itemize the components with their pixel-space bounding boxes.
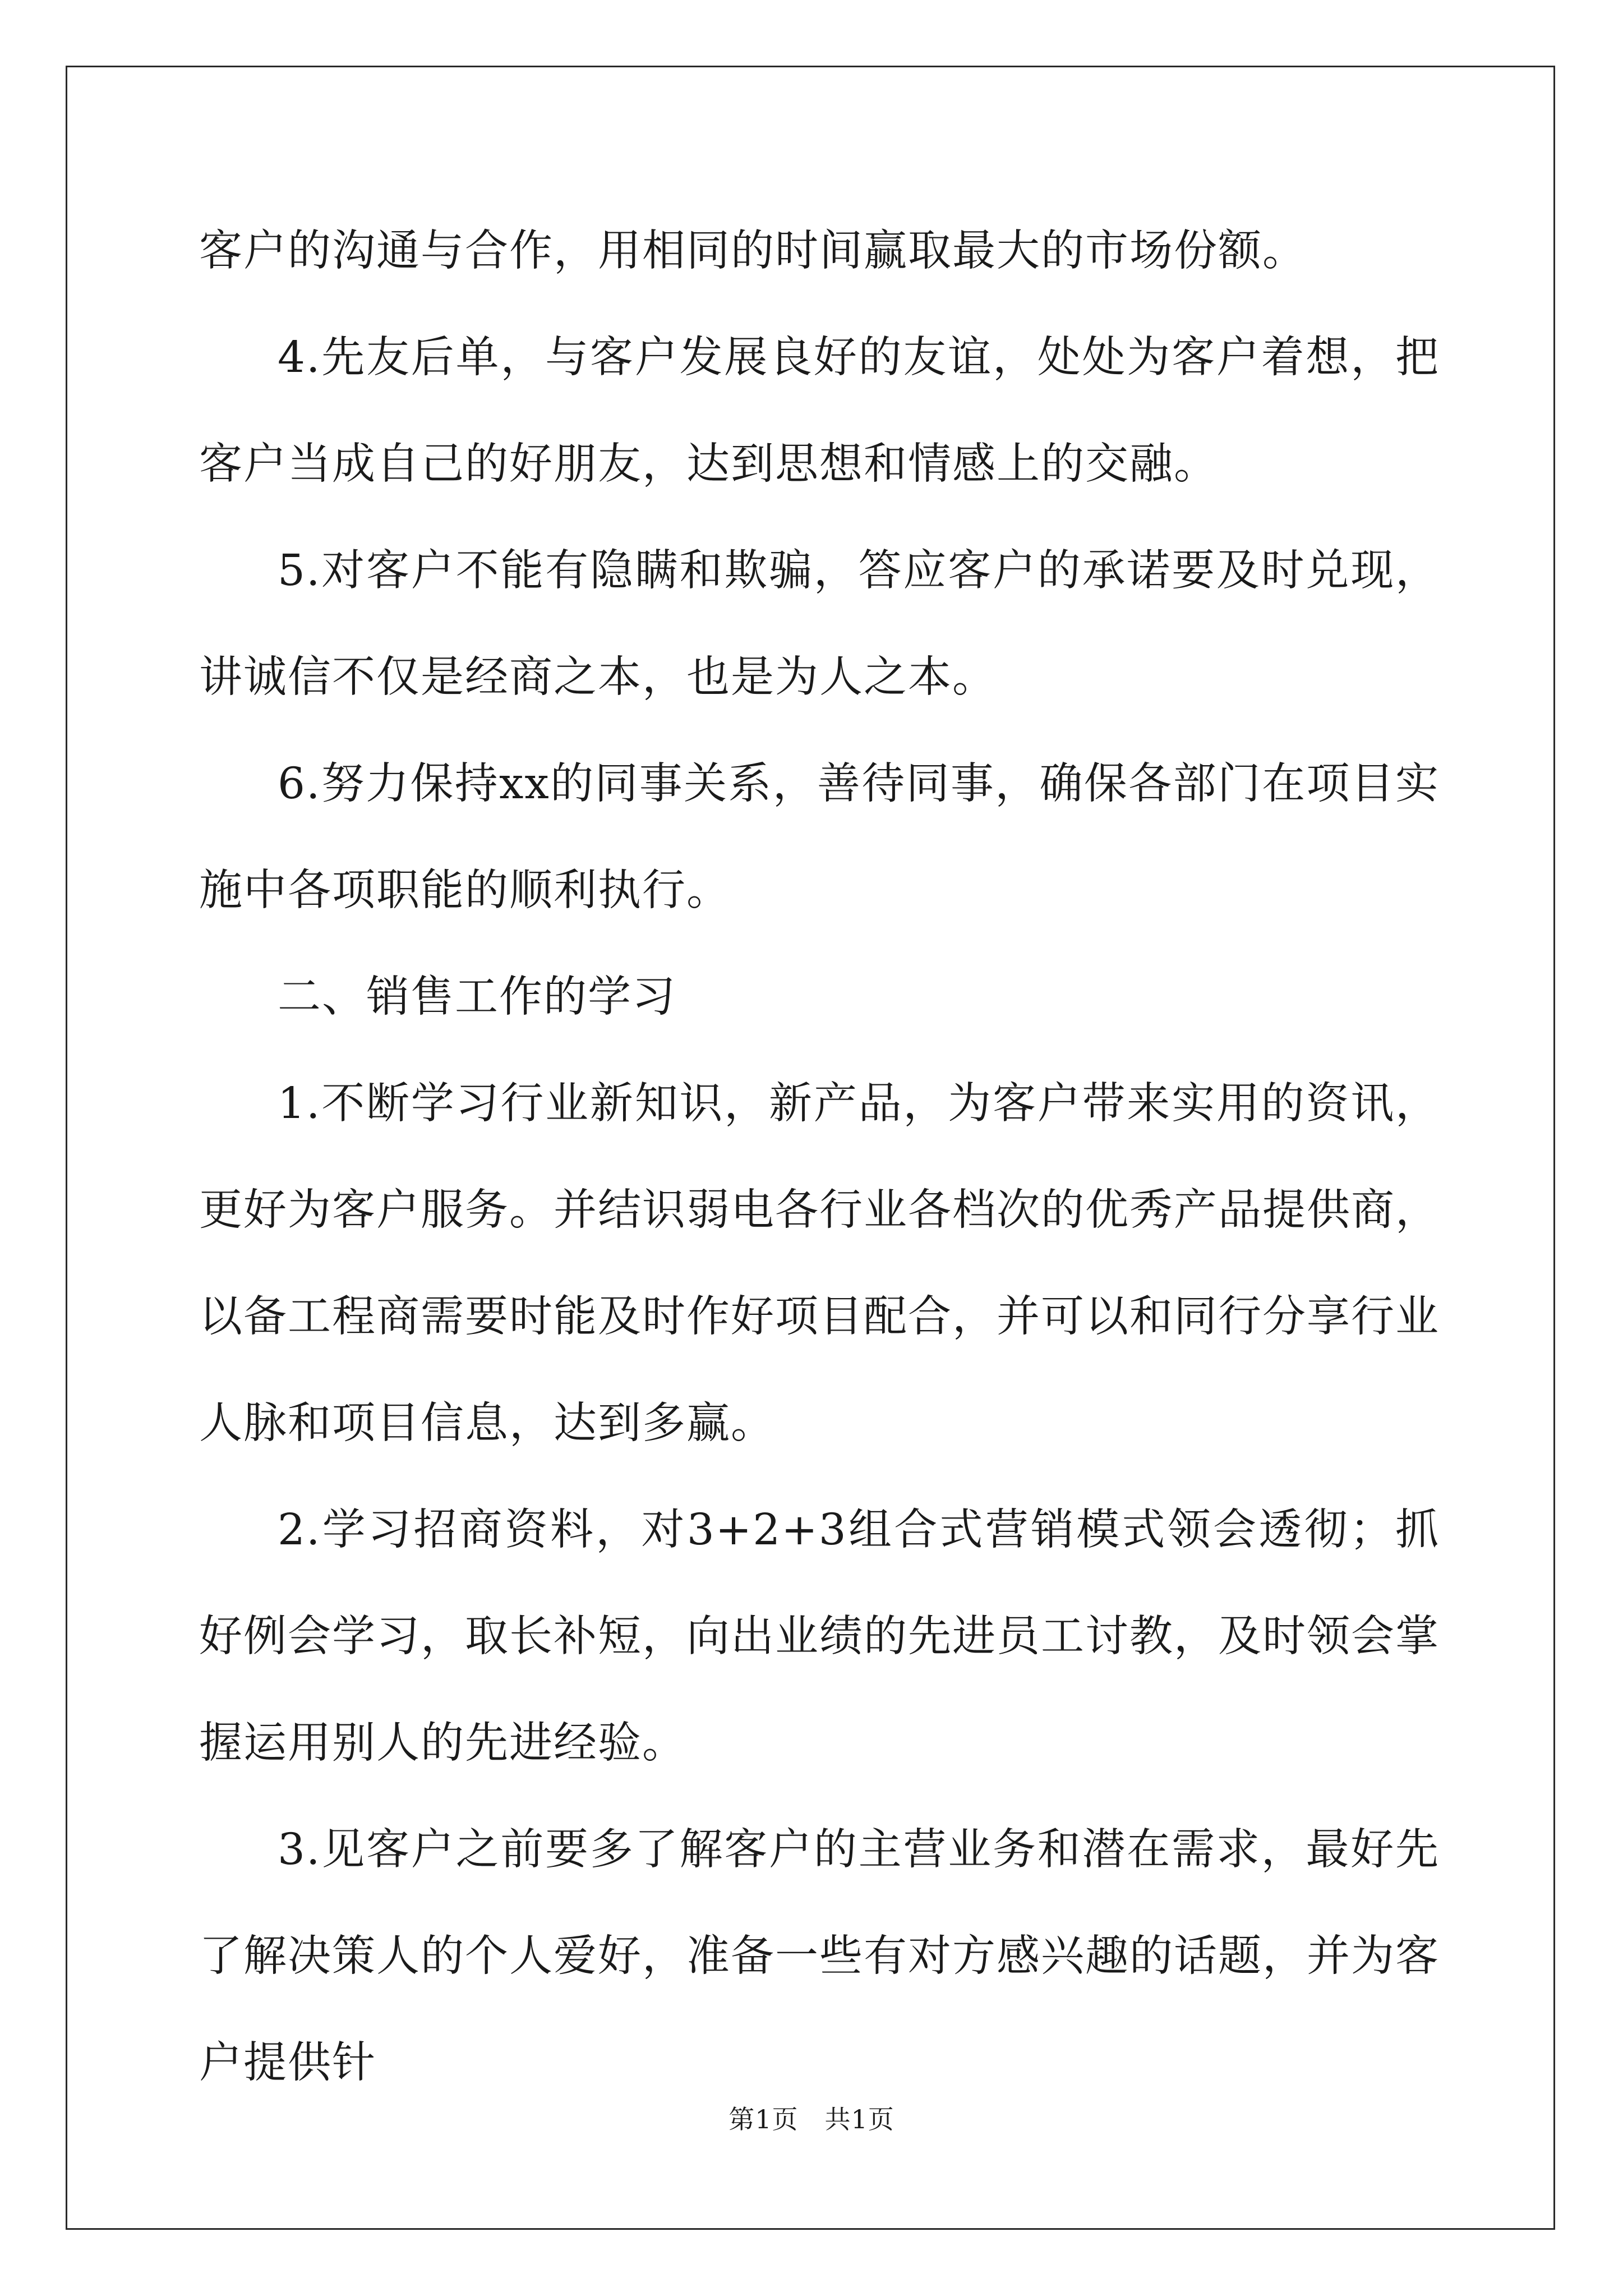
paragraph-learning-2: 2.学习招商资料，对3+2+3组合式营销模式领会透彻；抓好例会学习，取长补短，向出业绩的先进员工讨教，及时领会掌握运用别人的先进经验。 [199, 1505, 1440, 1768]
paragraph-item-6: 6.努力保持xx的同事关系，善待同事，确保各部门在项目实施中各项职能的顺利执行。 [199, 759, 1440, 915]
paragraph-item-4: 4.先友后单，与客户发展良好的友谊，处处为客户着想，把客户当成自己的好朋友，达到思想和情感上的交融。 [199, 333, 1440, 489]
paragraph-item-5: 5.对客户不能有隐瞒和欺骗，答应客户的承诺要及时兑现，讲诚信不仅是经商之本，也是为人之本。 [199, 546, 1440, 702]
document-body [199, 198, 1440, 2116]
paragraph-learning-3: 3.见客户之前要多了解客户的主营业务和潜在需求，最好先了解决策人的个人爱好，准备一些有对方感兴趣的话题，并为客户提供针 [199, 1825, 1440, 2088]
paragraph-continuation: 客户的沟通与合作，用相同的时间赢取最大的市场份额。 [199, 226, 1307, 276]
section-heading-sales-learning: 二、销售工作的学习 [278, 972, 676, 1022]
paragraph-learning-1: 1.不断学习行业新知识，新产品，为客户带来实用的资讯，更好为客户服务。并结识弱电各行业各档次的优秀产品提供商，以备工程商需要时能及时作好项目配合，并可以和同行分享行业人脉和项目信息，达到多赢。 [199, 1079, 1440, 1448]
page-number-footer: 第1页 共1页 [728, 2104, 895, 2134]
